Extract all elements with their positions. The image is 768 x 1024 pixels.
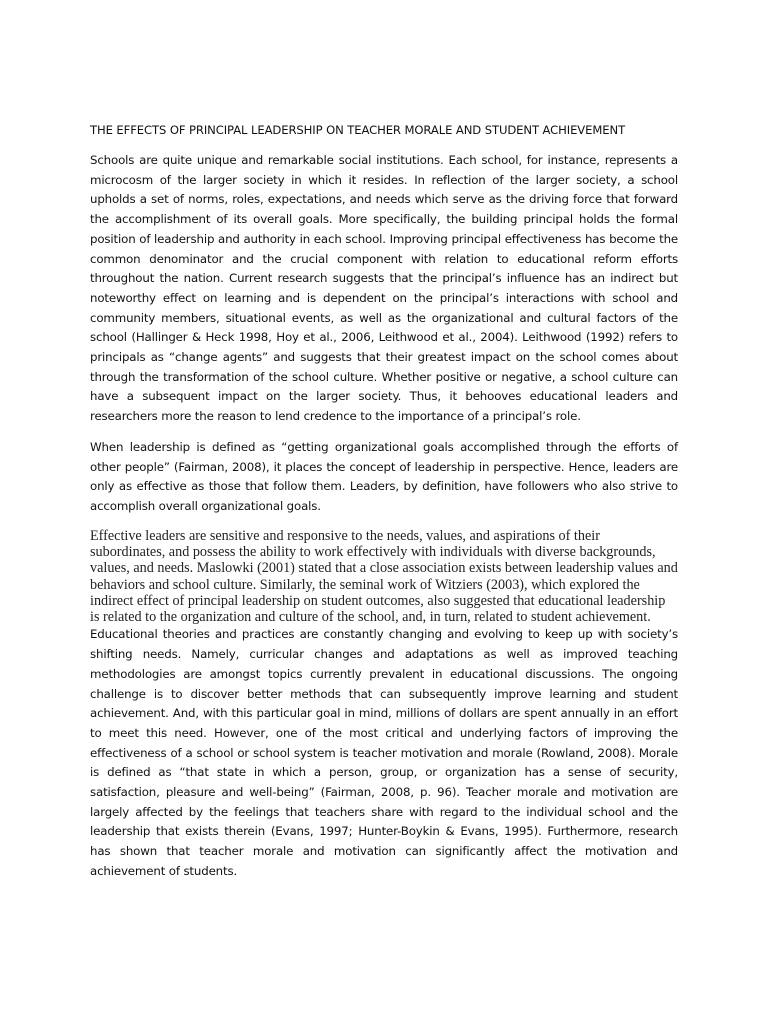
document-title: THE EFFECTS OF PRINCIPAL LEADERSHIP ON TEACHER MORALE AND STUDENT ACHIEVEMENT (90, 123, 626, 137)
paragraph-effective-leaders: Effective leaders are sensitive and responsive to the needs, values, and aspirations of their subordinates, and possess the ability to work effectively with individuals with diverse backgrounds, values, and needs. Maslowki (2001) stated that a close association exists between leadership values and behaviors and school culture. Similarly, the seminal work of Witziers (2003), which explored the indirect effect of principal leadership on student outcomes, also suggested that educational leadership is related to the organization and culture of the school, and, in turn, related to student achievement. (90, 527, 678, 626)
paragraph-educational-theories: Educational theories and practices are constantly changing and evolving to keep up with society’s shifting needs. Namely, curricular changes and adaptations as well as improved teaching methodologies are amongst topics currently prevalent in educational discussions. The ongoing challenge is to discover better methods that can subsequently improve learning and student achievement. And, with this particular goal in mind, millions of dollars are spent annually in an effort to meet this need. However, one of the most critical and underlying factors of improving the effectiveness of a school or school system is teacher motivation and morale (Rowland, 2008). Morale is defined as “that state in which a person, group, or organization has a sense of security, satisfaction, pleasure and well-being” (Fairman, 2008, p. 96). Teacher morale and motivation are largely affected by the feelings that teachers share with regard to the individual school and the leadership that exists therein (Evans, 1997; Hunter-Boykin & Evans, 1995). Furthermore, research has shown that teacher morale and motivation can significantly affect the motivation and achievement of students. (90, 627, 678, 878)
paragraph-leadership-definition: When leadership is defined as “getting organizational goals accomplished through the efforts of other people” (Fairman, 2008), it places the concept of leadership in perspective. Hence, leaders are only as effective as those that follow them. Leaders, by definition, have followers who also strive to accomplish overall organizational goals. (90, 439, 678, 513)
document-body (90, 121, 678, 893)
paragraph-schools: Schools are quite unique and remarkable social institutions. Each school, for instance, represents a microcosm of the larger society in which it resides. In reflection of the larger society, a school upholds a set of norms, roles, expectations, and needs which serve as the driving force that forward the accomplishment of its overall goals. More specifically, the building principal holds the formal position of leadership and authority in each school. Improving principal effectiveness has become the common denominator and the crucial component with relation to educational reform efforts throughout the nation. Current research suggests that the principal’s influence has an indirect but noteworthy effect on learning and is dependent on the principal’s interactions with school and community members, situational events, as well as the organizational and cultural factors of the school (Hallinger & Heck 1998, Hoy et al., 2006, Leithwood et al., 2004). Leithwood (1992) refers to principals as “change agents” and suggests that their greatest impact on the school comes about through the transformation of the school culture. Whether positive or negative, a school culture can have a subsequent impact on the larger society. Thus, it behooves educational leaders and researchers more the reason to lend credence to the importance of a principal’s role. (90, 153, 678, 424)
